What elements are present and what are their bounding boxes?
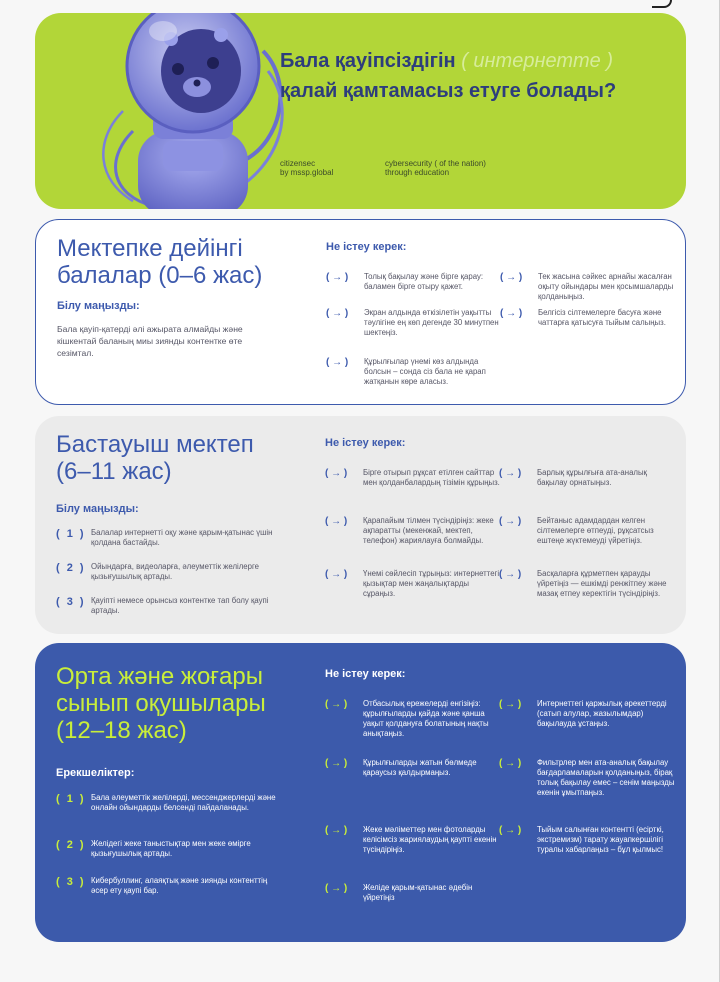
action-text: Бірге отырып рұқсат етілген сайттар мен қолданбалардың тізімін құрыңыз.: [363, 468, 500, 487]
action-text: Құрылғылар үнемі көз алдында болсын – сонда сіз бала не қарап жатқанын көре аласыз.: [364, 357, 486, 386]
org-credit: [280, 159, 333, 177]
list-number: ( 2 ): [56, 839, 86, 851]
action-text: Тыйым салынған контентті (есірткі, экстремизм) тарату жауапкершілігі туралы хабарлаңыз – бұл қылмыс!: [537, 825, 664, 854]
section-title-line2: сынып оқушылары: [56, 690, 266, 717]
hero-title: [280, 46, 670, 106]
arrow-icon: ( → ): [499, 758, 522, 769]
action-text: Интернеттегі қаржылық әрекеттерді (сатып алулар, жазылымдар) бақылауда ұстаңыз.: [537, 699, 667, 728]
arrow-icon: ( → ): [325, 825, 348, 836]
todo-label: Не істеу керек:: [326, 241, 407, 253]
tagline: [385, 159, 486, 177]
list-number: ( 1 ): [56, 793, 86, 805]
list-text: Қауіпті немесе орынсыз контентке тап болу қаупі артады.: [91, 596, 269, 615]
section-title-line1: Орта және жоғары: [56, 663, 263, 690]
important-label: Білу маңызды:: [56, 503, 139, 515]
todo-label: Не істеу керек:: [325, 437, 406, 449]
section-title-line1: Мектепке дейінгі: [57, 235, 243, 262]
action-text: Үнемі сөйлесіп тұрыңыз: интернеттегі қызықтар мен жаңалықтарды сұраңыз.: [363, 569, 500, 598]
arrow-icon: ( → ): [325, 569, 348, 580]
section-middle-high-school: [35, 643, 686, 942]
arrow-icon: ( → ): [326, 357, 349, 368]
arrow-icon: ( → ): [325, 883, 348, 894]
section-title-line2: (6–11 жас): [56, 458, 172, 485]
hero-title-part1: Бала қауіпсіздігін: [280, 50, 456, 72]
action-text: Тек жасына сәйкес арнайы жасалған оқыту ойындары мен қосымшаларды қолданыңыз.: [538, 272, 674, 301]
arrow-icon: ( → ): [500, 308, 523, 319]
action-text: Құрылғыларды жатын бөлмеде қараусыз қалдырмаңыз.: [363, 758, 477, 777]
arrow-icon: ( → ): [325, 758, 348, 769]
arrow-icon: ( → ): [499, 699, 522, 710]
section-title: [57, 235, 262, 289]
arrow-icon: ( → ): [499, 516, 522, 527]
arrow-icon: ( → ): [499, 825, 522, 836]
list-number: ( 3 ): [56, 596, 86, 608]
arrow-icon: ( → ): [500, 272, 523, 283]
hero-title-part2: қалай қамтамасыз етуге болады?: [280, 80, 617, 102]
action-text: Бейтаныс адамдардан келген сілтемелерге өтпеуді, рұқсатсыз ештеңе жүктемеуді үйретіңіз.: [537, 516, 654, 545]
important-label: Білу маңызды:: [57, 300, 140, 312]
section-primary-school: [35, 416, 686, 634]
section-title-line1: Бастауыш мектеп: [56, 431, 254, 458]
arrow-icon: ( → ): [326, 272, 349, 283]
arrow-icon: ( → ): [325, 468, 348, 479]
action-text: Қарапайым тілмен түсіндіріңіз: жеке ақпаратты (мекенжай, мектеп, телефон) жариялауға болмайды.: [363, 516, 494, 545]
action-text: Толық бақылау және бірге қарау: баламен бірге отыру қажет.: [364, 272, 484, 291]
action-text: Желіде қарым-қатынас әдебін үйретіңіз: [363, 883, 473, 902]
astronaut-bear-illustration: [93, 13, 293, 209]
arrow-icon: ( → ): [325, 699, 348, 710]
section-title: [56, 663, 266, 744]
important-text: Бала қауіп-қатерді әлі ажырата алмайды және кішкентай баланың миы зиянды контентке өте сезімтал.: [57, 324, 243, 358]
arrow-icon: ( → ): [499, 569, 522, 580]
list-text: Бала әлеуметтік желілерді, мессенджерлерді және онлайн ойындарды белсенді пайдаланады.: [91, 793, 276, 812]
org-domain: by mssp.global: [280, 168, 334, 177]
arrow-icon: ( → ): [325, 516, 348, 527]
section-title-line3: (12–18 жас): [56, 717, 187, 744]
section-preschool: [35, 219, 686, 405]
todo-label: Не істеу керек:: [325, 668, 406, 680]
list-number: ( 1 ): [56, 528, 86, 540]
action-text: Барлық құрылғыға ата-аналық бақылау орнатыңыз.: [537, 468, 647, 487]
arrow-icon: ( → ): [499, 468, 522, 479]
list-text: Балалар интернетті оқу және қарым-қатынас үшін қолдана бастайды.: [91, 528, 273, 547]
list-text: Кибербуллинг, алаяқтық және зиянды контенттің әсер ету қаупі бар.: [91, 876, 268, 895]
section-title: [56, 431, 254, 485]
action-text: Отбасылық ережелерді енгізіңіз: құрылғыларды қайда және қанша уақыт қолдануға болатының нақты анықтаңыз.: [363, 699, 489, 738]
list-number: ( 3 ): [56, 876, 86, 888]
hero-title-parenthetical: ( интернетте ): [461, 50, 614, 72]
tagline-line1: cybersecurity ( of the nation): [385, 159, 486, 168]
action-text: Белгісіз сілтемелерге басуға және чаттарға қатысуға тыйым салыңыз.: [538, 308, 666, 327]
tagline-line2: through education: [385, 168, 450, 177]
page-corner-mark: [652, 0, 672, 8]
action-text: Басқаларға құрметпен қарауды үйретіңіз — ешкімді ренжітпеу және мазақ етпеу керектігін түсіндіріңіз.: [537, 569, 667, 598]
action-text: Фильтрлер мен ата-аналық бақылау бағдарламаларын қолданыңыз, бірақ толық бақылау емес – сенім маңызды екенін ұмытпаңыз.: [537, 758, 675, 797]
action-text: Экран алдында өткізілетін уақытты тәулігіне ең көп дегенде 30 минутпен шектеңіз.: [364, 308, 499, 337]
list-text: Ойындарға, видеоларға, әлеуметтік желілерге қызығушылық артады.: [91, 562, 259, 581]
features-label: Ерекшеліктер:: [56, 767, 135, 779]
arrow-icon: ( → ): [326, 308, 349, 319]
hero-banner: [35, 13, 686, 209]
list-text: Желідегі жеке таныстықтар мен жеке өмірге қызығушылық артады.: [91, 839, 251, 858]
list-number: ( 2 ): [56, 562, 86, 574]
org-name: citizensec: [280, 159, 316, 168]
action-text: Жеке мәліметтер мен фотоларды келісімсіз жариялаудың қаупті екенін түсіндіріңіз.: [363, 825, 497, 854]
section-title-line2: балалар (0–6 жас): [57, 262, 263, 289]
